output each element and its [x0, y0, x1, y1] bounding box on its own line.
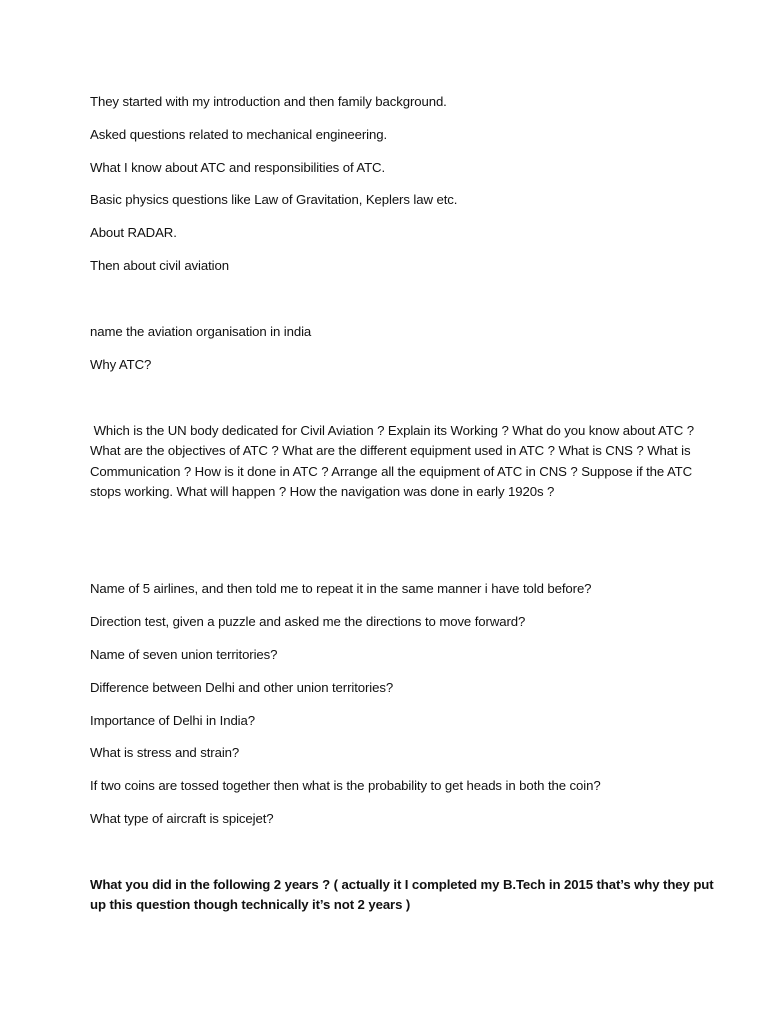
- text-line: About RADAR.: [90, 225, 177, 240]
- text-line: Importance of Delhi in India?: [90, 713, 255, 728]
- text-line: Asked questions related to mechanical engineering.: [90, 127, 388, 142]
- text-line: What I know about ATC and responsibilities of ATC.: [90, 160, 386, 175]
- text-line: If two coins are tossed together then what is the probability to get heads in both the coin?: [90, 778, 601, 793]
- text-line: They started with my introduction and then family background.: [90, 94, 447, 109]
- paragraph-line: What are the objectives of ATC ? What are the different equipment used in ATC ? What is CNS ? What is: [90, 443, 691, 459]
- bold-paragraph: [90, 875, 714, 916]
- text-line: Name of seven union territories?: [90, 647, 278, 662]
- text-line: Why ATC?: [90, 357, 152, 372]
- paragraph-line: What you did in the following 2 years ? ( actually it I completed my B.Tech in 2015 that’s why they put: [90, 877, 714, 892]
- text-line: Difference between Delhi and other union territories?: [90, 680, 394, 695]
- text-line: Direction test, given a puzzle and asked me the directions to move forward?: [90, 614, 526, 629]
- paragraph-line: Communication ? How is it done in ATC ? Arrange all the equipment of ATC in CNS ? Suppose if the ATC: [90, 463, 693, 479]
- text-line: What is stress and strain?: [90, 745, 240, 760]
- text-line: name the aviation organisation in india: [90, 324, 312, 339]
- text-line: What type of aircraft is spicejet?: [90, 811, 274, 826]
- text-line: Basic physics questions like Law of Gravitation, Keplers law etc.: [90, 192, 458, 207]
- un-questions-paragraph: [90, 421, 694, 502]
- paragraph-line: up this question though technically it’s not 2 years ): [90, 897, 411, 913]
- paragraph-line: Which is the UN body dedicated for Civil Aviation ? Explain its Working ? What do you know about ATC ?: [90, 423, 694, 438]
- paragraph-line: stops working. What will happen ? How the navigation was done in early 1920s ?: [90, 483, 555, 499]
- text-line: Name of 5 airlines, and then told me to repeat it in the same manner i have told before?: [90, 581, 592, 596]
- text-line: Then about civil aviation: [90, 258, 229, 273]
